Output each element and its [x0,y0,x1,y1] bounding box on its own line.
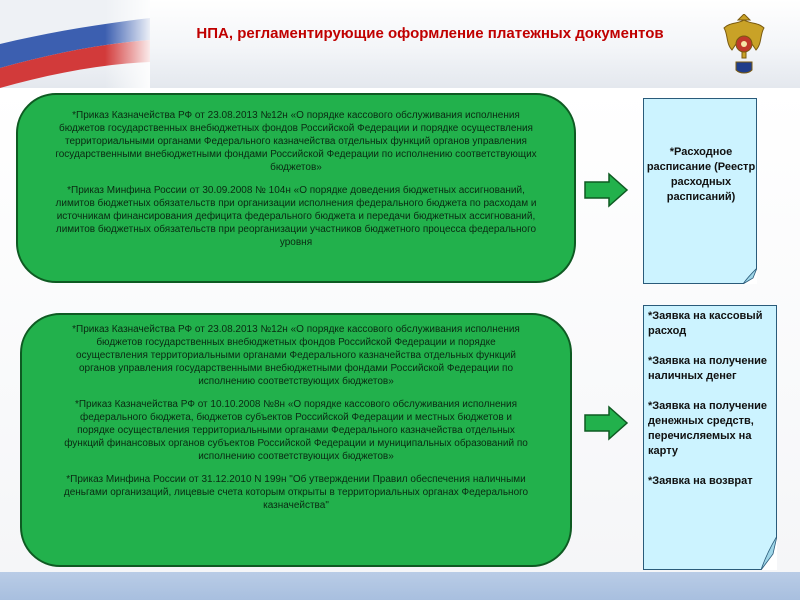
regulation-item: *Приказ Казначейства РФ от 23.08.2013 №12н «О порядке кассового обслуживания исполнения бюджетов государственных внебюджетных фондов Российской Федерации и порядке осуществления территориальными органами Федерального казначейства отдельных функций органов управления государственными внебюджетными фондами Российской Федерации по исполнению соответствующих бюджетов» [72,324,520,387]
regulation-item: *Приказ Казначейства РФ от 23.08.2013 №12н «О порядке кассового обслуживания исполнения бюджетов государственных внебюджетных фондов Российской Федерации и порядке осуществления территориальными органами Федерального казначейства отдельных функций органов управления государственными внебюджетными фондами Российской Федерации по исполнению соответствующих бюджетов» [55,110,537,173]
regulations-box-top [16,93,576,283]
regulation-item: *Приказ Минфина России от 30.09.2008 № 104н «О порядке доведения бюджетных ассигнований, лимитов бюджетных обязательств при организации исполнения федерального бюджета по расходам и источникам финансирования дефицита федерального бюджета и передачи бюджетных ассигнований, лимитов бюджетных обязательств при реорганизации участников бюджетного процесса федерального уровня [55,185,537,248]
slide-footer [0,572,800,600]
slide-header [0,0,800,88]
russian-flag-graphic [0,0,150,88]
list-item: *Заявка на получение денежных средств, перечисляемых на карту [648,400,768,457]
regulation-item: *Приказ Казначейства РФ от 10.10.2008 №8н «О порядке кассового обслуживания исполнения федерального бюджета, бюджетов субъектов Российской Федерации и местных бюджетов и порядке осуществления территориальными органами Федерального казначейства отдельных функций финансовых органов субъектов Российской Федерации и муниципальных образований по исполнению соответствующих бюджетов» [64,399,528,462]
document-card-bottom [643,305,777,570]
folded-corner-icon [743,268,757,284]
treasury-emblem-icon [720,14,768,78]
list-item: *Заявка на возврат [648,475,753,487]
list-item: *Заявка на кассовый расход [648,310,763,337]
application-list [648,309,772,504]
regulation-item: *Приказ Минфина России от 31.12.2010 N 199н "Об утверждении Правил обеспечения наличными деньгами организаций, лицевые счета которым открыты в территориальных органах Федерального казначейства" [63,474,529,511]
list-item: *Заявка на получение наличных денег [648,355,768,382]
right-arrow-icon [583,172,629,208]
regulations-box-bottom [20,313,572,567]
page-title: НПА, регламентирующие оформление платежных документов [196,25,664,42]
folded-corner-icon [761,536,777,570]
document-title: *Расходное расписание (Реестр расходных расписаний) [646,146,756,203]
document-card-top [643,98,757,284]
right-arrow-icon [583,405,629,441]
